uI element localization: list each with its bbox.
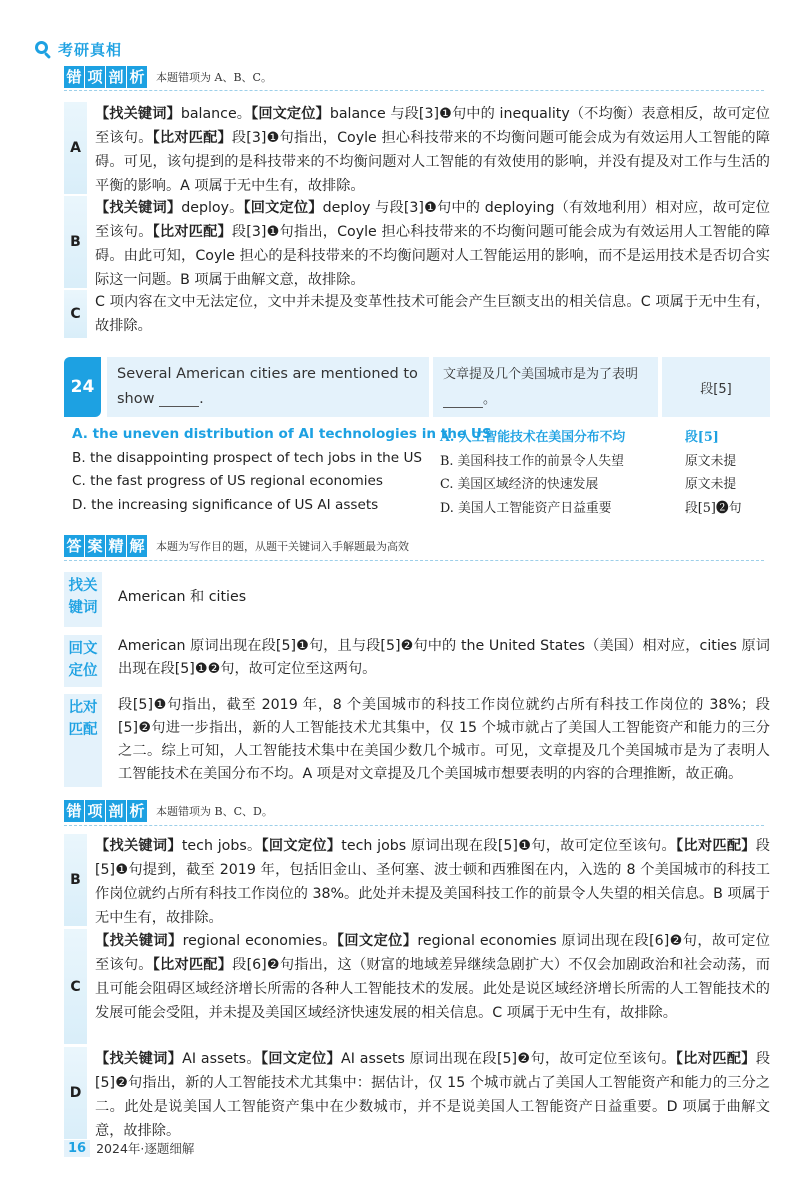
option-letter: C (64, 290, 87, 338)
analysis-text: AI assets。 (182, 1051, 261, 1067)
step-text: American 原词出现在段[5]❶句，且与段[5]❷句中的 the United States（美国）相对应，cities 原词出现在段[5]❶❷句，故可定位至这两句。 (118, 638, 770, 677)
step-label-line: 比对 (68, 700, 98, 716)
step-label-line: 键词 (68, 600, 98, 616)
header (34, 38, 122, 60)
step-find-keywords (64, 572, 770, 627)
analysis-step-label: 【找关键词】 (95, 933, 183, 949)
analysis-step-label: 【找关键词】 (95, 838, 182, 854)
stem-cn-text: 文章提及几个美国城市是为了表明 (443, 367, 639, 382)
section-header-wrong-options-1 (64, 66, 272, 88)
option-analysis-text (87, 196, 770, 288)
divider (64, 560, 764, 561)
analysis-text: balance。 (180, 106, 252, 122)
option-letter: A (64, 102, 87, 194)
step-label-line: 匹配 (68, 722, 98, 738)
choice-cn: B. 美国科技工作的前景令人失望 (440, 453, 624, 469)
option-letter: B (64, 834, 87, 926)
analysis-text: 段[5]❶句提到，截至 2019 年，包括旧金山、圣何塞、波士顿和西雅图在内，入选的 8 个美国城市的科技工作岗位就约占所有科技工作岗位的 38%。此处并未提及美国科技工作的前景令人失望的相关信息。B 项属于无中生有，故排除。 (95, 838, 770, 926)
step-label-line: 找关 (68, 578, 98, 594)
option-analysis-text (87, 290, 770, 338)
footer (64, 1138, 194, 1158)
step-label (64, 572, 102, 627)
analysis-text: deploy 与段[3]❶句中的 deploying（有效地利用）相对应，故可定位至该句。 (95, 200, 770, 240)
analysis-step-label: 【找关键词】 (95, 1051, 183, 1067)
badge-char: 解 (127, 535, 147, 557)
step-compare-match (64, 694, 770, 787)
option-analysis-d (64, 1047, 770, 1139)
choice-en: A. the uneven distribution of AI technologies in the US (72, 426, 492, 442)
analysis-text: 段[3]❶句指出，Coyle 担心科技带来的不均衡问题可能会成为有效运用人工智能的障碍。由此可知，Coyle 担心的是科技带来的不均衡问题对人工智能运用的影响，而不是运用技术是否切合实际这一问题。B 项属于曲解文意，故排除。 (95, 224, 770, 288)
analysis-step-label: 【回文定位】 (251, 106, 330, 122)
question-number: 24 (64, 357, 101, 417)
option-analysis-b (64, 196, 770, 288)
analysis-step-label: 【找关键词】 (95, 106, 181, 122)
choice-cn: D. 美国人工智能资产日益重要 (440, 500, 612, 516)
analysis-text: regional economies。 (182, 933, 337, 949)
analysis-step-label: 【回文定位】 (243, 200, 323, 216)
choice-row (72, 470, 772, 494)
step-text: American 和 cities (118, 589, 247, 605)
choice-source: 段[5] (685, 430, 719, 445)
analysis-text: tech jobs 原词出现在段[5]❶句，故可定位至该句。 (341, 838, 677, 854)
option-analysis-a (64, 102, 770, 194)
option-analysis-text (87, 929, 770, 1044)
badge-char: 答 (64, 535, 84, 557)
page-number: 16 (64, 1140, 90, 1157)
search-icon (34, 40, 52, 58)
question-box (64, 357, 770, 417)
badge-char: 项 (85, 66, 105, 88)
analysis-step-label: 【比对匹配】 (152, 957, 233, 973)
analysis-step-label: 【找关键词】 (95, 200, 182, 216)
choice-row (72, 423, 772, 447)
choice-en: B. the disappointing prospect of tech jobs in the US (72, 449, 423, 466)
choice-list (72, 423, 772, 517)
badge-char: 精 (106, 535, 126, 557)
choice-en: D. the increasing significance of US AI assets (72, 496, 379, 513)
analysis-step-label: 【比对匹配】 (676, 838, 756, 854)
option-letter: C (64, 929, 87, 1044)
option-analysis-text (87, 1047, 770, 1139)
analysis-text: tech jobs。 (181, 838, 262, 854)
step-label (64, 635, 102, 687)
section-header-wrong-options-2 (64, 800, 273, 822)
option-analysis-c (64, 929, 770, 1044)
section-badge (64, 535, 148, 557)
choice-row (72, 447, 772, 471)
stem-cn-end: 。 (483, 392, 497, 407)
stem-en-text: Several American cities are mentioned to show (117, 366, 418, 407)
badge-char: 析 (127, 800, 147, 822)
badge-char: 剖 (106, 66, 126, 88)
analysis-text: 段[6]❷句指出，这（财富的地域差异继续急剧扩大）不仅会加剧政治和社会动荡，而且可能会阻碍区域经济增长所需的各种人工智能技术的发展。此处是说区域经济增长所需的人工智能技术的发展可能会受阻，并未提及美国区域经济快速发展的相关信息。C 项属于无中生有，故排除。 (95, 957, 770, 1021)
stem-en-end: . (199, 391, 204, 407)
choice-cn: A. 人工智能技术在美国分布不均 (440, 430, 626, 445)
footer-text: 2024年·逐题细解 (96, 1141, 195, 1156)
divider (64, 825, 764, 826)
choice-source: 段[5]❷句 (685, 500, 742, 516)
badge-char: 错 (64, 66, 84, 88)
step-text: 段[5]❶句指出，截至 2019 年，8 个美国城市的科技工作岗位就约占所有科技工作岗位的 38%；段[5]❷句进一步指出，新的人工智能技术尤其集中，仅 15 个城市就占了美国人工智能资产和能力的三分之二。综上可知，人工智能技术集中在美国少数几个城市。可见，文章提及几个美国城市是为了表明人工智能技术在美国分布不均。A 项是对文章提及几个美国城市想要表明的内容的合理推断，故正确。 (118, 697, 770, 782)
header-title: 考研真相 (58, 40, 123, 59)
section-badge (64, 66, 148, 88)
divider (64, 90, 764, 91)
badge-char: 剖 (106, 800, 126, 822)
section-note: 本题错项为 B、C、D。 (156, 805, 273, 818)
analysis-step-label: 【回文定位】 (260, 1051, 342, 1067)
analysis-step-label: 【比对匹配】 (152, 130, 232, 146)
analysis-text: deploy。 (181, 200, 244, 216)
option-analysis-b (64, 834, 770, 926)
step-locate-in-text (64, 635, 770, 687)
step-label-line: 回文 (68, 641, 98, 657)
section-badge (64, 800, 148, 822)
analysis-text: C 项内容在文中无法定位，文中并未提及变革性技术可能会产生巨额支出的相关信息。C 项属于无中生有，故排除。 (95, 294, 770, 334)
section-note: 本题为写作目的题，从题干关键词入手解题最为高效 (156, 540, 409, 553)
analysis-step-label: 【回文定位】 (261, 838, 342, 854)
section-note: 本题错项为 A、B、C。 (156, 71, 272, 84)
answer-blank (443, 392, 483, 408)
question-stem-cn (433, 357, 658, 417)
answer-blank (159, 391, 199, 407)
analysis-text: AI assets 原词出现在段[5]❷句，故可定位至该句。 (341, 1051, 676, 1067)
analysis-text: 段[3]❶句指出，Coyle 担心科技带来的不均衡问题可能会成为有效运用人工智能的障碍。可见，该句提到的是科技带来的不均衡问题对人工智能的有效使用的影响，并没有提及对工作与生活的平衡的影响。A 项属于无中生有，故排除。 (95, 130, 770, 194)
analysis-step-label: 【比对匹配】 (675, 1051, 756, 1067)
option-analysis-c (64, 290, 770, 338)
option-analysis-text (87, 834, 770, 926)
analysis-step-label: 【比对匹配】 (152, 224, 232, 240)
analysis-text: balance 与段[3]❶句中的 inequality（不均衡）表意相反，故可定位至该句。 (95, 106, 770, 146)
analysis-text: 段[5]❷句指出，新的人工智能技术尤其集中：据估计，仅 15 个城市就占了美国人工智能资产和能力的三分之二。此处是说美国人工智能资产集中在少数城市，并不是说美国人工智能资产日益重要。D 项属于曲解文意，故排除。 (95, 1051, 771, 1139)
badge-char: 项 (85, 800, 105, 822)
badge-char: 案 (85, 535, 105, 557)
step-label-line: 定位 (68, 663, 98, 679)
choice-row (72, 494, 772, 518)
question-paragraph-ref: 段[5] (662, 357, 770, 417)
question-stem-en (107, 357, 429, 417)
option-letter: D (64, 1047, 87, 1139)
choice-source: 原文未提 (685, 453, 737, 469)
choice-source: 原文未提 (685, 477, 737, 492)
choice-en: C. the fast progress of US regional economies (72, 473, 383, 489)
option-letter: B (64, 196, 87, 288)
choice-cn: C. 美国区域经济的快速发展 (440, 477, 599, 492)
section-header-answer-explanation (64, 535, 409, 557)
badge-char: 错 (64, 800, 84, 822)
analysis-text: regional economies 原词出现在段[6]❷句，故可定位至该句。 (95, 933, 770, 973)
step-label (64, 694, 102, 787)
badge-char: 析 (127, 66, 147, 88)
analysis-step-label: 【回文定位】 (336, 933, 418, 949)
option-analysis-text (87, 102, 770, 194)
